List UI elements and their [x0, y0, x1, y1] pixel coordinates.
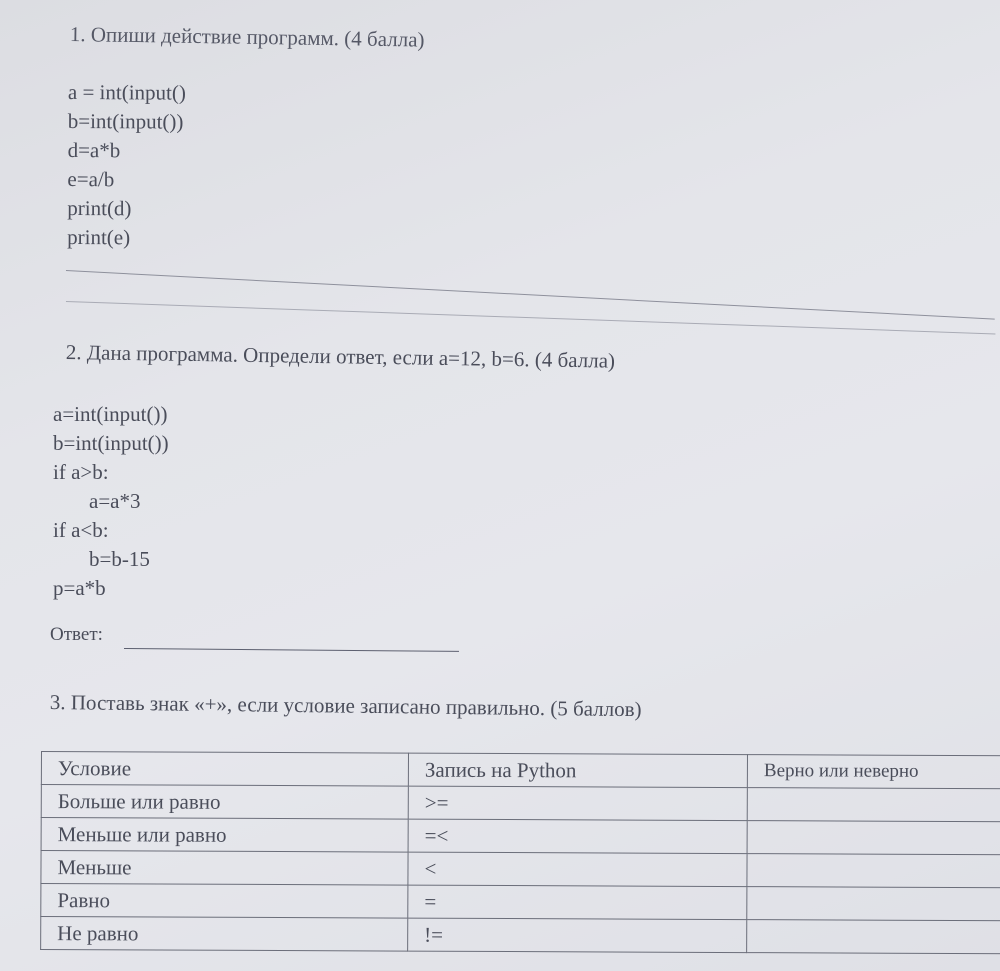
answer-cell[interactable] — [747, 821, 1000, 855]
answer-line[interactable] — [66, 270, 995, 320]
q3-heading: 3. Поставь знак «+», если условие записано правильно. (5 баллов) — [49, 690, 642, 722]
answer-label: Ответ: — [50, 624, 103, 645]
python-cell: != — [408, 918, 747, 952]
python-cell: >= — [408, 786, 747, 820]
table-row — [41, 884, 1000, 921]
answer-cell[interactable] — [747, 887, 1000, 921]
q1-heading: 1. Опиши действие программ. (4 балла) — [69, 22, 425, 52]
condition-cell: Меньше — [41, 851, 408, 886]
code-line: if a<b: — [53, 518, 109, 542]
code-line: b=int(input()) — [67, 108, 184, 134]
condition-cell: Меньше или равно — [41, 818, 408, 853]
q2-code — [53, 400, 169, 603]
python-cell: < — [408, 852, 747, 886]
python-cell: = — [408, 885, 747, 919]
code-line: b=int(input()) — [53, 431, 169, 455]
q2-heading: 2. Дана программа. Определи ответ, если a=12, b=6. (4 балла) — [65, 340, 616, 373]
code-line: a=int(input()) — [53, 402, 168, 426]
header-cell: Верно или неверно — [747, 755, 1000, 789]
q1-code — [67, 78, 186, 253]
code-line: d=a*b — [67, 137, 121, 163]
code-line: print(e) — [67, 224, 131, 250]
code-line: a=a*3 — [89, 489, 141, 513]
code-line: print(d) — [67, 195, 132, 221]
python-cell: =< — [408, 819, 747, 853]
code-line: p=a*b — [53, 576, 106, 600]
answer-cell[interactable] — [747, 854, 1000, 888]
header-cell: Условие — [41, 752, 408, 787]
code-line: b=b-15 — [89, 547, 150, 571]
answer-cell[interactable] — [747, 788, 1000, 822]
conditions-table — [40, 751, 1000, 954]
table-row — [41, 785, 1000, 822]
answer-line[interactable] — [66, 301, 995, 334]
condition-cell: Больше или равно — [41, 785, 408, 820]
condition-cell: Равно — [41, 884, 408, 919]
table-row — [41, 818, 1000, 855]
condition-cell: Не равно — [41, 917, 408, 952]
code-line: a = int(input() — [67, 79, 186, 105]
table-row — [41, 851, 1000, 888]
code-line: e=a/b — [67, 166, 115, 192]
table-row — [41, 917, 1000, 954]
header-cell: Запись на Python — [408, 753, 747, 787]
table-header-row — [41, 752, 1000, 789]
answer-cell[interactable] — [747, 920, 1000, 954]
code-line: if a>b: — [53, 460, 109, 484]
answer-line[interactable] — [124, 648, 459, 652]
